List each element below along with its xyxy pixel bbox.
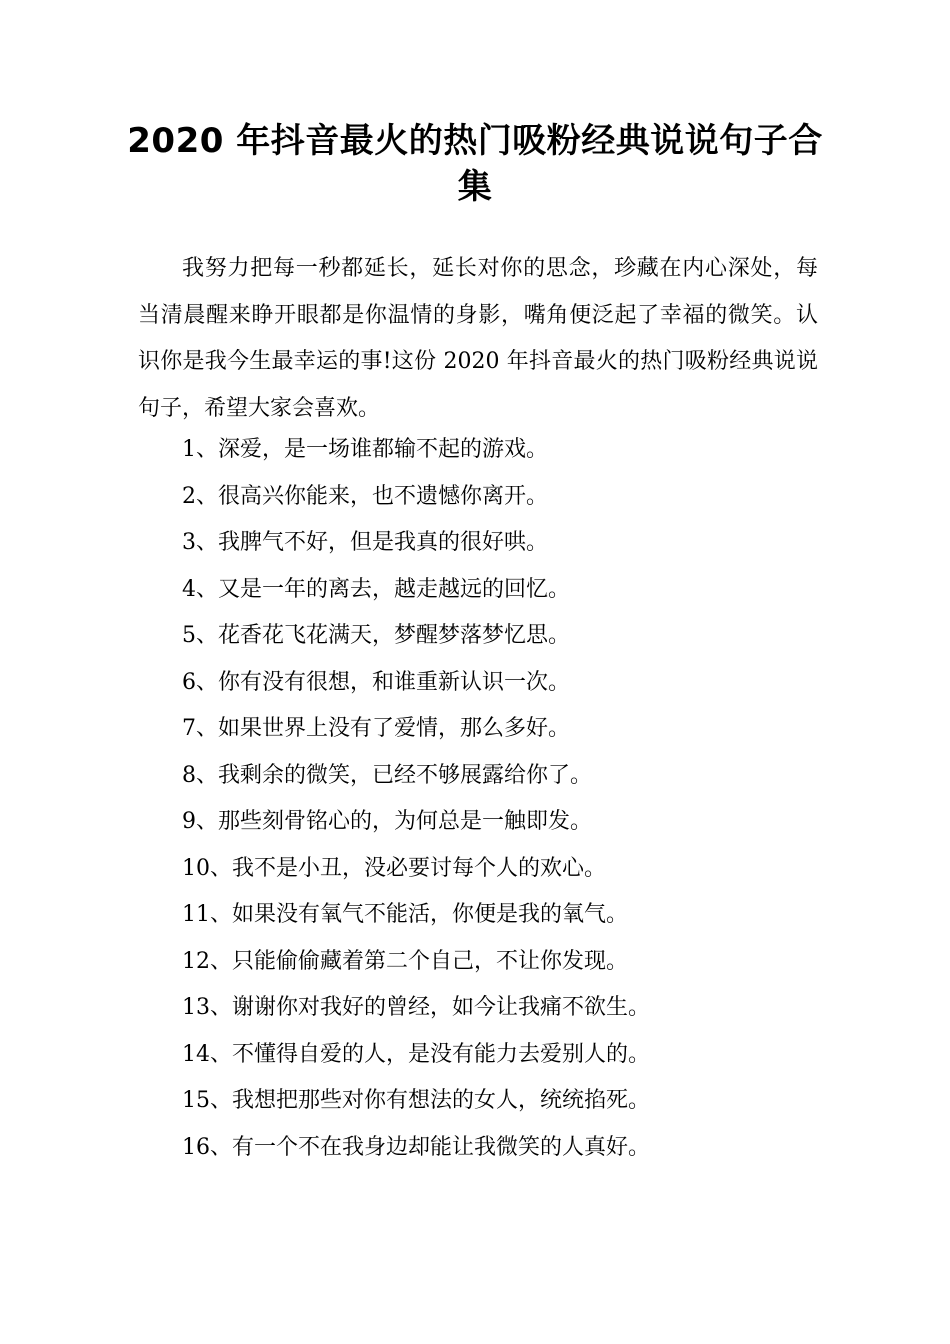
list-item: 7、如果世界上没有了爱情，那么多好。 — [182, 716, 570, 741]
list-item: 11、如果没有氧气不能活，你便是我的氧气。 — [182, 902, 628, 927]
list-item: 1、深爱，是一场谁都输不起的游戏。 — [182, 437, 548, 462]
list-item: 12、只能偷偷藏着第二个自己，不让你发现。 — [182, 948, 628, 974]
list-item: 16、有一个不在我身边却能让我微笑的人真好。 — [182, 1134, 650, 1160]
list-item: 8、我剩余的微笑，已经不够展露给你了。 — [182, 762, 592, 788]
list-item: 10、我不是小丑，没必要讨每个人的欢心。 — [182, 855, 606, 881]
list-item: 6、你有没有很想，和谁重新认识一次。 — [182, 669, 570, 695]
list-item: 3、我脾气不好，但是我真的很好哄。 — [182, 530, 548, 555]
list-item: 2、很高兴你能来，也不遗憾你离开。 — [182, 483, 548, 509]
document-title: 2020 年抖音最火的热门吸粉经典说说句子合集 — [127, 121, 823, 207]
list-item: 5、花香花飞花满天，梦醒梦落梦忆思。 — [182, 623, 570, 648]
list-item: 14、不懂得自爱的人，是没有能力去爱别人的。 — [182, 1041, 650, 1067]
intro-paragraph: 我努力把每一秒都延长，延长对你的思念，珍藏在内心深处，每当清晨醒来睁开眼都是你温情的身影，嘴角便泛起了幸福的微笑。认识你是我今生最幸运的事!这份 2020 年抖音最火的热门吸粉经典说说句子，希望大家会喜欢。 — [138, 256, 818, 421]
list-item: 9、那些刻骨铭心的，为何总是一触即发。 — [182, 809, 592, 834]
list-item: 15、我想把那些对你有想法的女人，统统掐死。 — [182, 1088, 650, 1113]
list-item: 13、谢谢你对我好的曾经，如今让我痛不欲生。 — [182, 995, 650, 1020]
list-item: 4、又是一年的离去，越走越远的回忆。 — [182, 576, 570, 602]
quote-list — [182, 427, 822, 1171]
